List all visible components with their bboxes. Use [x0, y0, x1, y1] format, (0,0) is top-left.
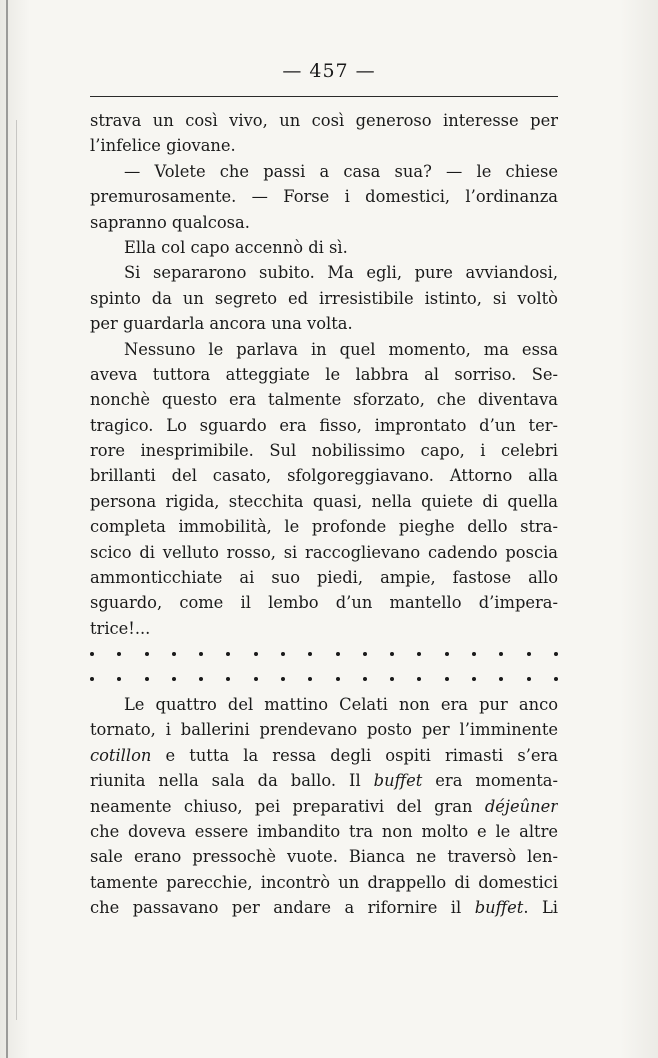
- separator-dot: [308, 677, 312, 681]
- text-line: riunita nella sala da ballo. Il buffet era momenta-: [90, 771, 558, 791]
- text-line: trice!...: [90, 618, 151, 638]
- separator-dot: [417, 677, 421, 681]
- separator-dot: [499, 677, 503, 681]
- page-shadow-line: [16, 120, 17, 1020]
- separator-dot-row: [90, 641, 558, 666]
- text-line: tragico. Lo sguardo era fisso, improntato d’un ter-: [90, 415, 558, 435]
- text-line: tamente parecchie, incontrò un drappello di domestici: [90, 872, 558, 892]
- text-line: Le quattro del mattino Celati non era pur anco: [124, 694, 558, 714]
- separator-dot: [90, 677, 94, 681]
- separator-dot: [390, 677, 394, 681]
- separator-dot: [254, 652, 258, 656]
- separator-dot: [90, 652, 94, 656]
- separator-dot: [117, 677, 121, 681]
- text-line: ammonticchiate ai suo piedi, ampie, fastose allo: [90, 568, 558, 588]
- header-rule: [90, 96, 558, 97]
- text-line: che passavano per andare a rifornire il buffet. Li: [90, 898, 558, 918]
- section-separator: [90, 641, 558, 692]
- text-line: — Volete che passi a casa sua? — le chiese: [124, 161, 558, 181]
- separator-dot: [117, 652, 121, 656]
- separator-dot: [308, 652, 312, 656]
- text-line: nonchè questo era talmente sforzato, che diventava: [90, 390, 558, 410]
- separator-dot: [281, 677, 285, 681]
- separator-dot: [281, 652, 285, 656]
- text-line: completa immobilità, le profonde pieghe dello stra-: [90, 517, 558, 537]
- separator-dot: [254, 677, 258, 681]
- separator-dot: [145, 652, 149, 656]
- separator-dot: [172, 652, 176, 656]
- text-line: sguardo, come il lembo d’un mantello d’impera-: [90, 593, 558, 613]
- separator-dot: [145, 677, 149, 681]
- text-line: Si separarono subito. Ma egli, pure avviandosi,: [124, 263, 558, 283]
- separator-dot: [199, 652, 203, 656]
- separator-dot: [336, 677, 340, 681]
- text-line: aveva tuttora atteggiate le labbra al sorriso. Se-: [90, 364, 558, 384]
- page-number: — 457 —: [282, 60, 376, 82]
- text-line: premurosamente. — Forse i domestici, l’ordinanza: [90, 187, 558, 207]
- text-line: persona rigida, stecchita quasi, nella quiete di quella: [90, 491, 558, 511]
- text-line: spinto da un segreto ed irresistibile istinto, si voltò: [90, 288, 558, 308]
- separator-dot: [172, 677, 176, 681]
- text-line: cotillon e tutta la ressa degli ospiti rimasti s’era: [90, 745, 558, 765]
- separator-dot: [554, 677, 558, 681]
- separator-dot: [445, 652, 449, 656]
- text-line: Nessuno le parlava in quel momento, ma essa: [124, 339, 558, 359]
- separator-dot: [445, 677, 449, 681]
- separator-dot: [472, 652, 476, 656]
- text-line: sale erano pressochè vuote. Bianca ne traversò len-: [90, 847, 558, 867]
- text-line: rore inesprimibile. Sul nobilissimo capo, i celebri: [90, 441, 558, 461]
- text-block-upper: [90, 108, 558, 641]
- separator-dot: [527, 652, 531, 656]
- separator-dot: [363, 652, 367, 656]
- text-line: Ella col capo accennò di sì.: [124, 237, 348, 257]
- text-line: che doveva essere imbandito tra non molto e le altre: [90, 821, 558, 841]
- body-text: [90, 108, 558, 921]
- separator-dot: [363, 677, 367, 681]
- text-line: strava un così vivo, un così generoso interesse per: [90, 111, 558, 130]
- text-block-lower: [90, 692, 558, 921]
- page-binding-edge: [6, 0, 8, 1058]
- text-line: scico di velluto rosso, si raccoglievano cadendo poscia: [90, 542, 558, 562]
- separator-dot: [472, 677, 476, 681]
- separator-dot: [336, 652, 340, 656]
- separator-dot: [199, 677, 203, 681]
- separator-dot: [226, 652, 230, 656]
- text-line: per guardarla ancora una volta.: [90, 314, 353, 334]
- separator-dot: [226, 677, 230, 681]
- separator-dot: [417, 652, 421, 656]
- text-line: tornato, i ballerini prendevano posto per l’imminente: [90, 720, 558, 740]
- text-line: sapranno qualcosa.: [90, 212, 250, 232]
- text-line: l’infelice giovane.: [90, 136, 236, 156]
- text-line: brillanti del casato, sfolgoreggiavano. Attorno alla: [90, 466, 558, 486]
- separator-dot: [390, 652, 394, 656]
- separator-dot: [527, 677, 531, 681]
- separator-dot-row: [90, 667, 558, 692]
- separator-dot: [554, 652, 558, 656]
- text-line: neamente chiuso, pei preparativi del gran déjeûner: [90, 796, 558, 816]
- separator-dot: [499, 652, 503, 656]
